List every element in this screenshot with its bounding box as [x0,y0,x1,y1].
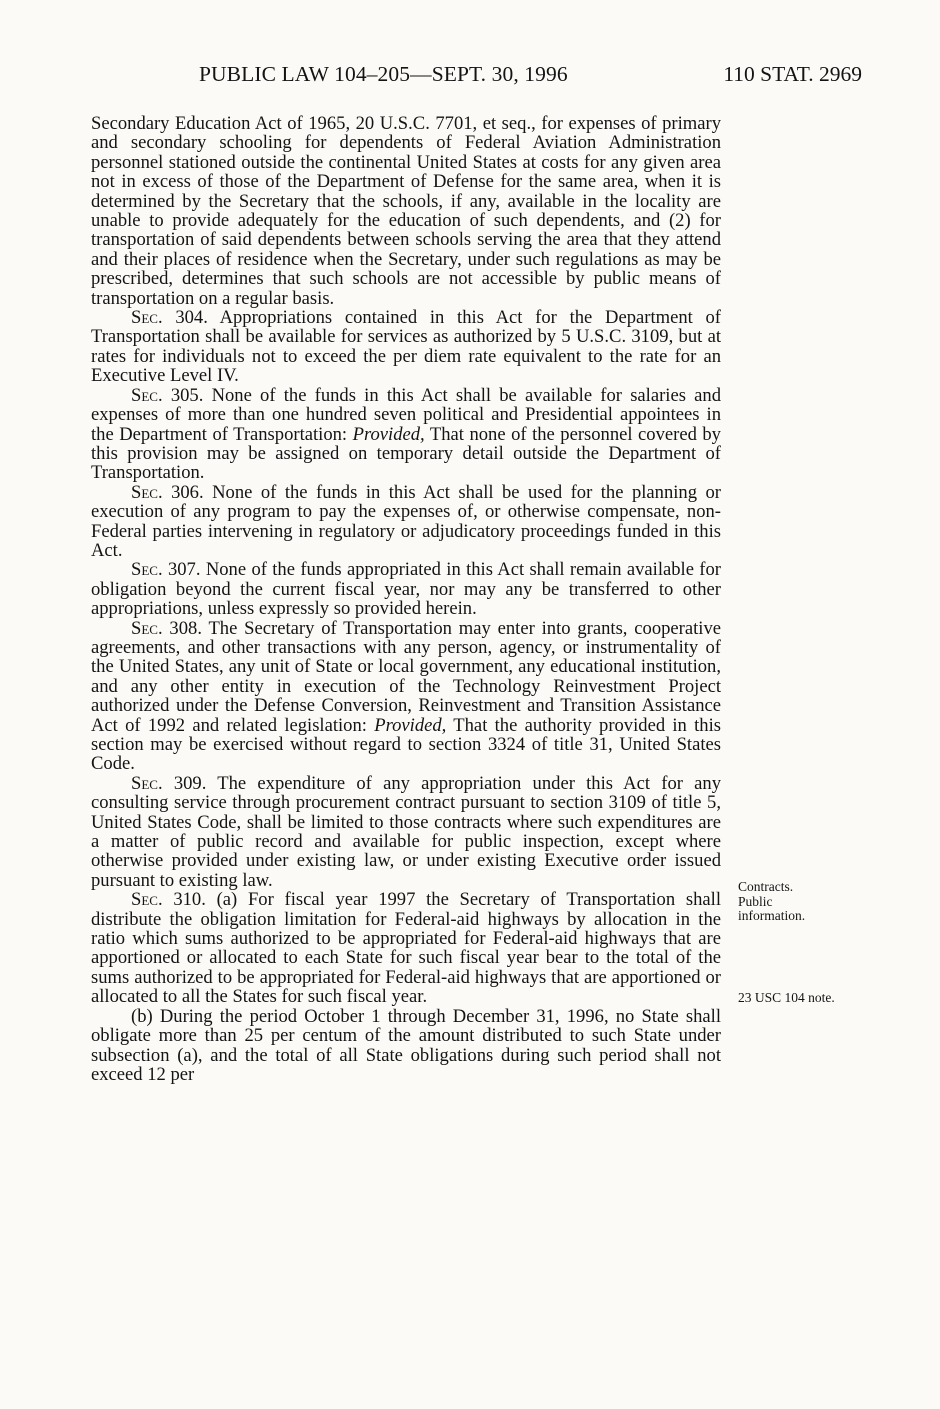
section-306 [91,483,721,561]
section-308 [91,619,721,774]
law-text-column [91,114,721,1084]
margin-note-line: Contracts. [738,879,794,894]
section-text: The expenditure of any appropriation under this Act for any consulting service through procurement contract pursuant to section 3109 of title 5, United States Code, shall be limited to those contracts where such expenditures are a matter of public record and available for public inspection, except where otherwise provided under existing law, or under existing Executive order issued pursuant to existing law. [91,772,722,891]
section-label: Sec. [131,889,163,911]
margin-note-line: information. [738,908,806,923]
section-305 [91,386,721,483]
section-304 [91,308,721,386]
section-number: 305. [162,384,212,406]
section-307 [91,560,721,618]
section-text: None of the funds in this Act shall be used for the planning or execution of any program to pay the expenses of, or otherwise compensate, non-Federal parties intervening in regulatory or adjudicatory proceedings funded in this Act. [91,481,721,561]
section-number: 310. [162,889,217,911]
section-text-cont: That the authority provided in this section may be exercised without regard to section 3324 of title 31, United States Code. [91,714,721,775]
section-text: The Secretary of Transportation may enter into grants, cooperative agreements, and other transactions with any person, agency, or instrumentality of the United States, any unit of State or local government, any educational institution, and any other entity in execution of the Technology Reinvestment Project authorized under the Defense Conversion, Reinvestment and Transition Assistance Act of 1992 and related legislation: [91,617,721,736]
section-number: 307. [162,559,206,581]
section-number: 308. [162,617,209,639]
section-label: Sec. [131,559,163,581]
section-label: Sec. [131,384,163,406]
margin-note-line: Public [738,893,773,909]
section-label: Sec. [131,481,163,503]
section-310-a [91,890,721,1006]
section-text-cont: That none of the personnel covered by this provision may be assigned on temporary detail outside the Department of Transportation. [91,423,721,484]
section-text: (a) For fiscal year 1997 the Secretary of Transportation shall distribute the obligation limitation for Federal-aid highways by allocation in the ratio which sums authorized to be appropriated for Federal-aid highways that are apportioned or allocated to each State for such fiscal year bear to the total of the sums authorized to be appropriated for Federal-aid highways that are apportioned or allocated to all the States for such fiscal year. [91,889,721,1008]
proviso-word: Provided, [352,423,425,445]
section-label: Sec. [131,617,163,639]
section-label: Sec. [131,307,163,329]
section-number: 309. [162,772,218,794]
statute-page-number: 110 STAT. 2969 [723,62,862,86]
margin-note-usc: 23 USC 104 note. [738,990,835,1005]
section-number: 306. [162,481,213,503]
running-head-title: PUBLIC LAW 104–205—SEPT. 30, 1996 [199,62,568,86]
proviso-word: Provided, [374,714,447,736]
section-label: Sec. [131,772,163,794]
section-text: None of the funds in this Act shall be available for salaries and expenses of more than one hundred seven political and Presidential appointees in the Department of Transportation: [91,384,721,445]
section-309 [91,774,721,890]
page-header [92,62,862,92]
section-310-b: (b) During the period October 1 through December 31, 1996, no State shall obligate more than 25 per centum of the amount distributed to such State under subsection (a), and the total of all State obligations during such period shall not exceed 12 per [91,1005,721,1085]
margin-note-contracts [738,880,805,924]
section-number: 304. [162,307,220,329]
continued-paragraph: Secondary Education Act of 1965, 20 U.S.C. 7701, et seq., for expenses of primary and secondary schooling for dependents of Federal Aviation Administration personnel stationed outside the continental United States at costs for any given area not in excess of those of the Department of Defense for the same area, when it is determined by the Secretary that the schools, if any, available in the locality are unable to provide adequately for the education of such dependents, and (2) for transportation of said dependents between schools serving the area that they attend and their places of residence when the Secretary, under such regulations as may be prescribed, determines that such schools are not accessible by public means of transportation on a regular basis. [91,113,721,309]
section-text: None of the funds appropriated in this Act shall remain available for obligation beyond the current fiscal year, nor may any be transferred to other appropriations, unless expressly so provided herein. [91,559,721,620]
section-text: Appropriations contained in this Act for the Department of Transportation shall be available for services as authorized by 5 U.S.C. 3109, but at rates for individuals not to exceed the per diem rate equivalent to the rate for an Executive Level IV. [91,307,721,387]
